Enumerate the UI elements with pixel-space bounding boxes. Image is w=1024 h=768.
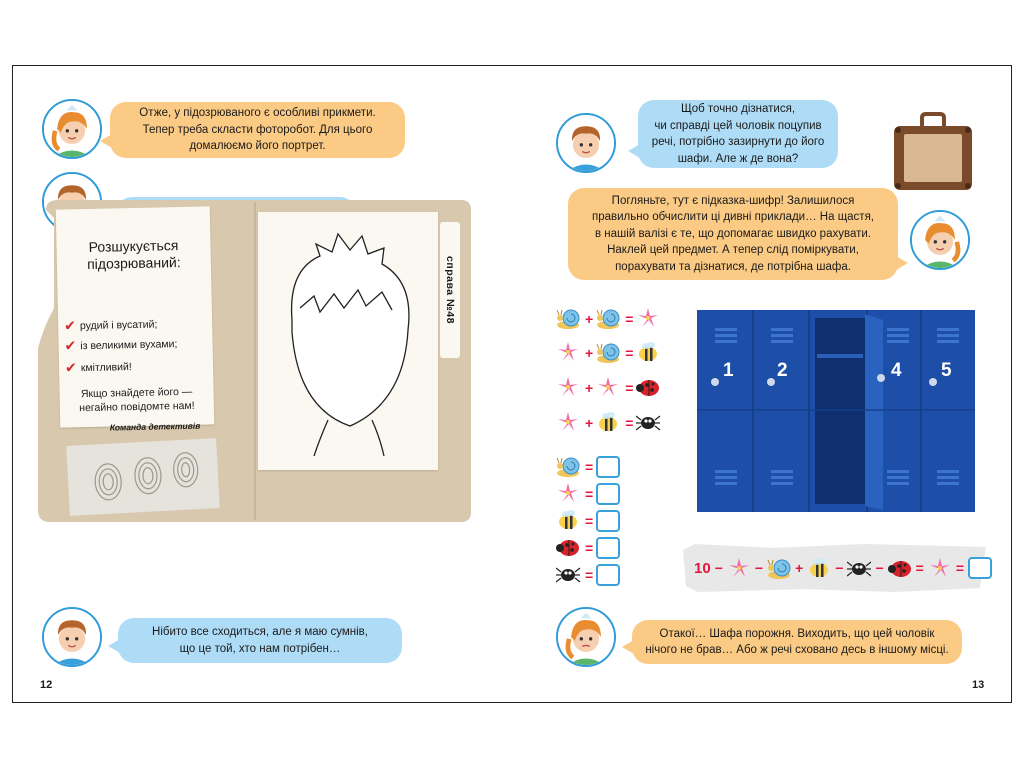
locker-number-2: 2 [777,360,788,381]
start-number: 10 [694,559,711,577]
spider-icon [636,410,662,436]
flower-icon [596,375,622,401]
flower-icon [928,556,952,580]
snail-icon [556,306,582,332]
answer-row-bee: = [556,508,620,534]
poster-item-3: ✔ кмітливий! [64,359,132,376]
answer-box-spider[interactable] [596,564,620,586]
boy-detective-avatar-2 [42,607,102,667]
snail-icon [767,556,791,580]
girl-detective-avatar-3 [556,607,616,667]
bee-icon [556,508,582,534]
locker-number-5: 5 [941,360,952,381]
flower-icon [727,556,751,580]
boy-detective-avatar-3 [556,113,616,173]
equation-row-3: + = [556,375,662,401]
lockers-illustration [697,310,975,512]
ladybug-icon [556,535,582,561]
spider-icon [847,556,871,580]
spider-icon [556,562,582,588]
checkmark-icon: ✔ [64,359,77,376]
ladybug-icon [636,375,662,401]
bee-icon [636,340,662,366]
checkmark-icon: ✔ [63,317,77,334]
girl-detective-avatar [42,99,102,159]
girl-detective-avatar-2 [910,210,970,270]
right-speech-bubble-2: Погляньте, тут є підказка-шифр! Залишилося правильно обчислити ці дивні приклади… На щастя, в нашій валізі є те, що допомагає швидко рахувати. Наклей цей предмет. А тепер слід поміркувати, порахувати та дізнатися, де потрібна шафа. [568,188,898,280]
snail-icon [596,340,622,366]
left-speech-bubble-3: Нібито все сходиться, але я маю сумнів, що це той, хто нам потрібен… [118,618,402,663]
final-expression: 10 − − + − − = = [694,555,992,581]
flower-icon [556,375,582,401]
poster-title: Розшукується підозрюваний: [86,237,181,272]
equation-row-2: + = [556,340,662,366]
flower-icon [556,481,582,507]
snail-icon [556,454,582,480]
answer-box-ladybug[interactable] [596,537,620,559]
poster-note: Якщо знайдете його — негайно повідомте нам! [79,385,195,415]
page-number-left: 12 [40,679,53,691]
locker-number-4: 4 [891,360,902,381]
poster-signature: Команда детективів [109,420,201,433]
snail-icon [596,306,622,332]
right-speech-bubble-3: Отакої… Шафа порожня. Виходить, що цей чоловік нічого не брав… Або ж речі сховано десь в іншому місці. [632,620,962,664]
answer-row-ladybug: = [556,535,620,561]
checkmark-icon: ✔ [64,337,77,354]
left-speech-bubble-1: Отже, у підозрюваного є особливі прикмети. Тепер треба скласти фоторобот. Для цього домалюємо його портрет. [110,102,405,158]
equation-row-1: + = [556,306,662,332]
flower-icon [636,306,662,332]
locker-number-1: 1 [723,360,734,381]
portrait-sheet [258,212,438,470]
suitcase-icon [892,112,974,192]
flower-icon [556,410,582,436]
answer-row-flower: = [556,481,620,507]
flower-icon [556,340,582,366]
answer-box-flower[interactable] [596,483,620,505]
bee-icon [596,410,622,436]
ladybug-icon [888,556,912,580]
equation-row-4: + = [556,410,662,436]
poster-item-2: ✔ із великими вухами; [64,337,178,354]
bee-icon [807,556,831,580]
final-answer-box[interactable] [968,557,992,579]
answer-row-snail: = [556,454,620,480]
face-outline-drawing [258,212,438,470]
fingerprints-card [66,438,219,516]
wanted-poster [56,206,215,433]
right-speech-bubble-1: Щоб точно дізнатися, чи справді цей чоловік поцупив речі, потрібно зазирнути до його шафи. Але ж де вона? [638,100,838,168]
folder-tab: справа №48 [440,222,460,358]
answer-row-spider: = [556,562,620,588]
page-number-right: 13 [972,679,985,691]
answer-box-snail[interactable] [596,456,620,478]
answer-box-bee[interactable] [596,510,620,532]
poster-item-1: ✔ рудий і вусатий; [63,317,158,334]
